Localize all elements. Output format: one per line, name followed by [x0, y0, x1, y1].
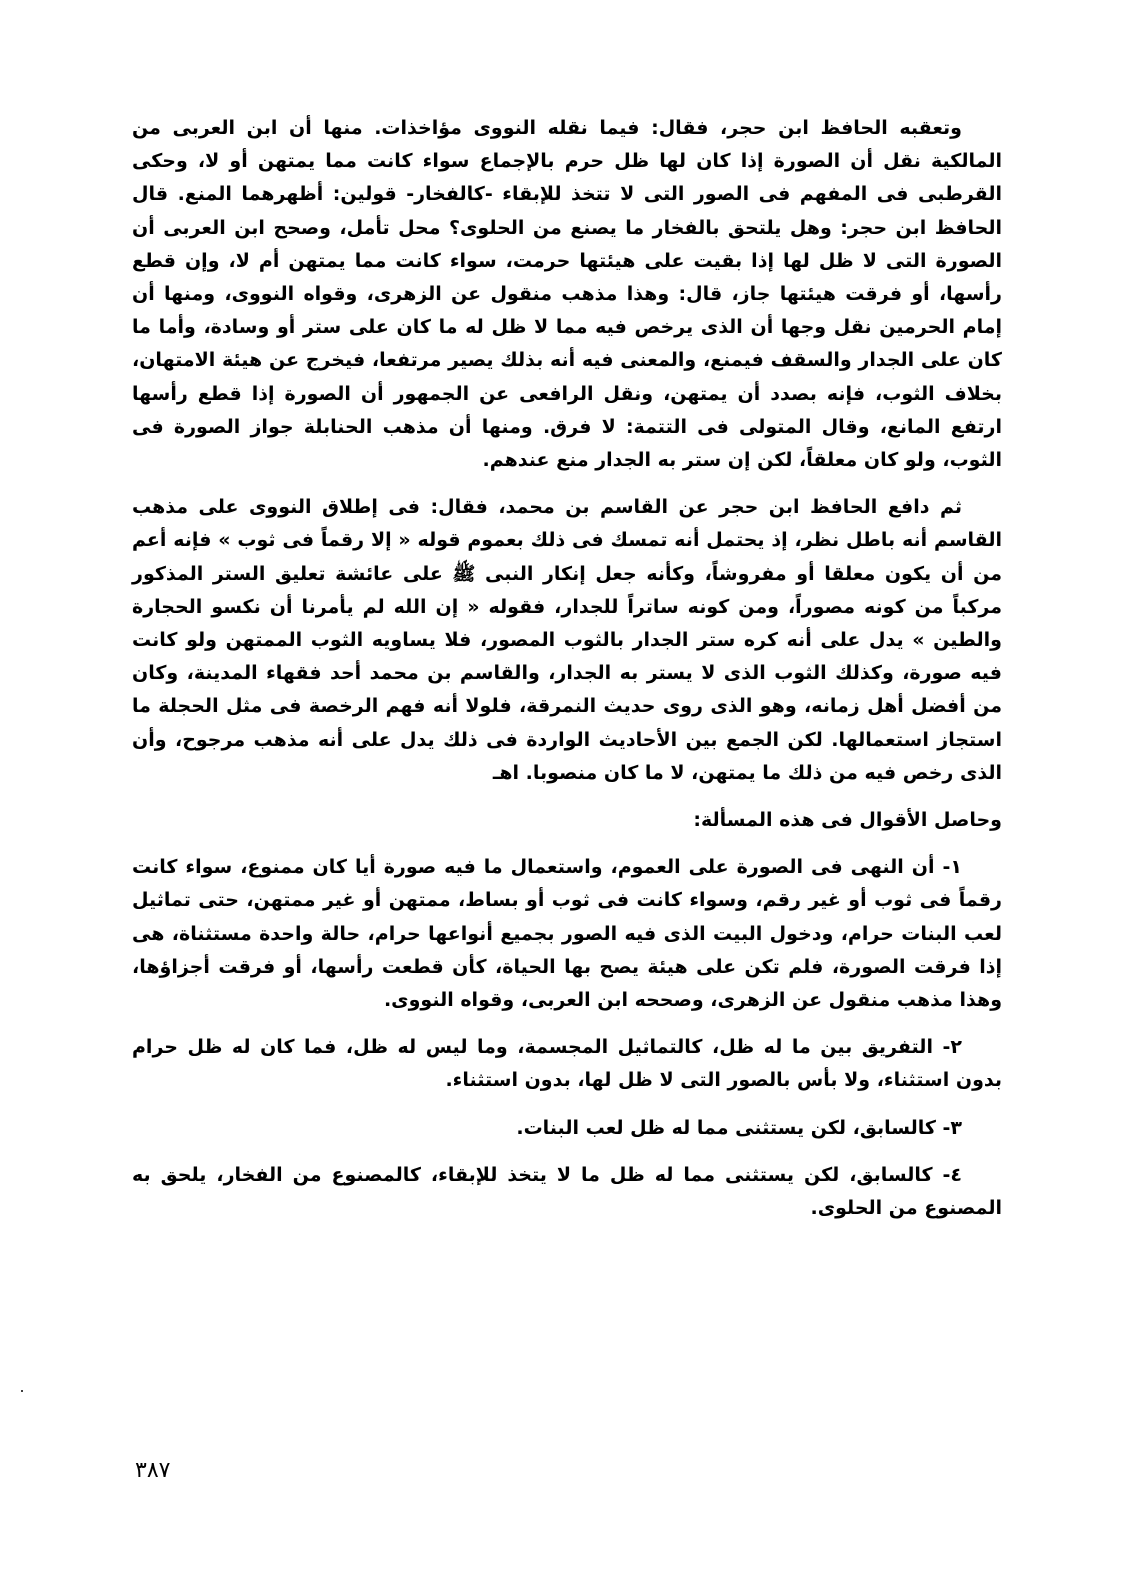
opinions-list [132, 851, 1002, 1225]
paragraph-summary-heading: وحاصل الأقوال فى هذه المسألة: [693, 809, 1002, 832]
scan-speck [21, 1390, 23, 1392]
list-item-2: ٢- التفريق بين ما له ظل، كالتماثيل المجسمة، وما ليس له ظل، فما كان له ظل حرام بدون استثناء، ولا بأس بالصور التى لا ظل لها، بدون استثناء. [132, 1036, 1002, 1092]
page-body [132, 112, 1002, 1239]
page-number: ٣٨٧ [135, 1458, 171, 1483]
paragraph-ibn-hajar-critique: وتعقبه الحافظ ابن حجر، فقال: فيما نقله النووى مؤاخذات. منها أن ابن العربى من المالكية نقل أن الصورة إذا كان لها ظل حرم بالإجماع سواء كانت مما يمتهن أو لا، وحكى القرطبى فى المفهم فى الصور التى لا تتخذ للإبقاء -كالفخار- قولين: أظهرهما المنع. قال الحافظ ابن حجر: وهل يلتحق بالفخار ما يصنع من الحلوى؟ محل تأمل، وصحح ابن العربى أن الصورة التى لا ظل لها إذا بقيت على هيئتها حرمت، سواء كانت مما يمتهن أم لا، وإن قطع رأسها، أو فرقت هيئتها جاز، قال: وهذا مذهب منقول عن الزهرى، وقواه النووى، ومنها أن إمام الحرمين نقل وجها أن الذى يرخص فيه مما لا ظل له ما كان على ستر أو وسادة، وأما ما كان على الجدار والسقف فيمنع، والمعنى فيه أنه بذلك يصير مرتفعا، فيخرج عن هيئة الامتهان، بخلاف الثوب، فإنه بصدد أن يمتهن، ونقل الرافعى عن الجمهور أن الصورة إذا قطع رأسها ارتفع المانع، وقال المتولى فى التتمة: لا فرق. ومنها أن مذهب الحنابلة جواز الصورة فى الثوب، ولو كان معلقاً، لكن إن ستر به الجدار منع عندهم. [132, 117, 1002, 472]
list-item-1: ١- أن النهى فى الصورة على العموم، واستعمال ما فيه صورة أيا كان ممنوع، سواء كانت رقماً فى ثوب أو غير رقم، وسواء كانت فى ثوب أو بساط، ممتهن أو غير ممتهن، حتى تماثيل لعب البنات حرام، ودخول البيت الذى فيه الصور بجميع أنواعها حرام، حالة واحدة مستثناة، هى إذا فرقت الصورة، فلم تكن على هيئة يصح بها الحياة، كأن قطعت رأسها، أو فرقت أجزاؤها، وهذا مذهب منقول عن الزهرى، وصححه ابن العربى، وقواه النووى. [132, 856, 1002, 1012]
list-item-3: ٣- كالسابق، لكن يستثنى مما له ظل لعب البنات. [516, 1116, 962, 1139]
list-item-4: ٤- كالسابق، لكن يستثنى مما له ظل ما لا يتخذ للإبقاء، كالمصنوع من الفخار، يلحق به المصنوع من الحلوى. [132, 1163, 1002, 1220]
paragraph-defense-of-qasim: ثم دافع الحافظ ابن حجر عن القاسم بن محمد، فقال: فى إطلاق النووى على مذهب القاسم أنه باطل نظر، إذ يحتمل أنه تمسك فى ذلك بعموم قوله « إلا رقماً فى ثوب » فإنه أعم من أن يكون معلقا أو مفروشاً، وكأنه جعل إنكار النبى ﷺ على عائشة تعليق الستر المذكور مركباً من كونه مصوراً، ومن كونه ساتراً للجدار، فقوله « إن الله لم يأمرنا أن نكسو الحجارة والطين » يدل على أنه كره ستر الجدار بالثوب المصور، فلا يساويه الثوب الممتهن ولو كانت فيه صورة، وكذلك الثوب الذى لا يستر به الجدار، والقاسم بن محمد أحد فقهاء المدينة، وكان من أفضل أهل زمانه، وهو الذى روى حديث النمرقة، فلولا أنه فهم الرخصة فى مثل الحجلة ما استجاز استعمالها. لكن الجمع بين الأحاديث الواردة فى ذلك يدل على أنه مذهب مرجوح، وأن الذى رخص فيه من ذلك ما يمتهن، لا ما كان منصوبا. اهـ [132, 496, 1002, 784]
